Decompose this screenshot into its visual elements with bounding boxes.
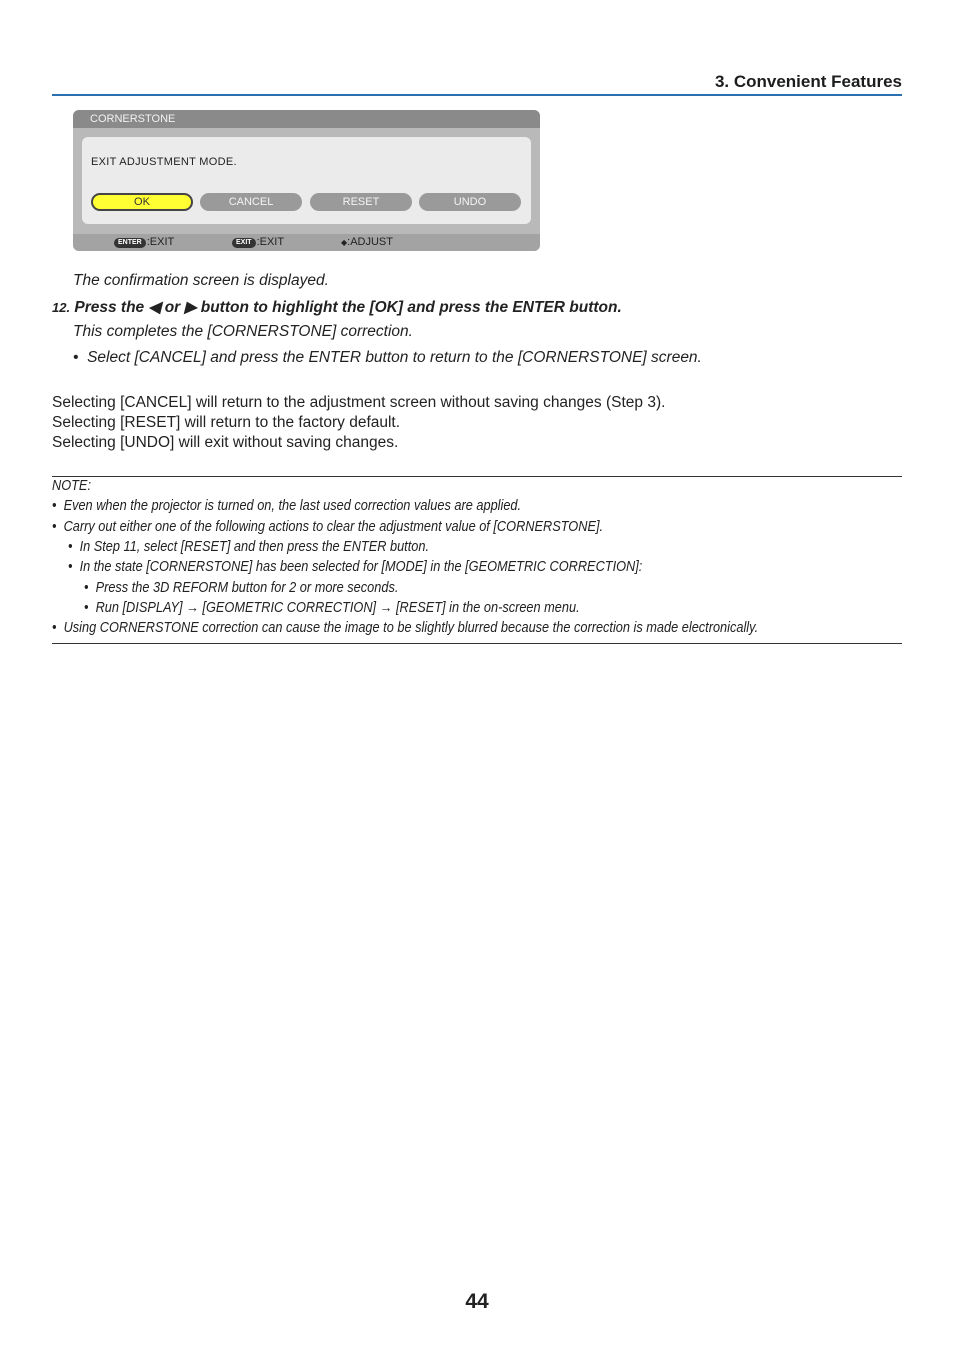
completes-text: This completes the [CORNERSTONE] correction. [73, 323, 413, 340]
step-instruction: Press the ◀ or ▶ button to highlight the [OK] and press the ENTER button. [74, 299, 622, 316]
section-header [52, 70, 902, 96]
footer-label: :ADJUST [347, 236, 393, 248]
osd-footer [73, 234, 540, 251]
note-item: • Even when the projector is turned on, the last used correction values are applied. [52, 498, 522, 514]
paragraph-reset: Selecting [RESET] will return to the factory default. [52, 414, 401, 431]
footer-label: :EXIT [256, 236, 285, 248]
note-subitem: • In Step 11, select [RESET] and then press the ENTER button. [68, 539, 430, 555]
step-number: 12. [52, 300, 71, 315]
osd-message-panel [82, 137, 531, 224]
left-right-arrows-icon: ◆ [341, 238, 348, 247]
note-subsubitem: • Press the 3D REFORM button for 2 or more seconds. [84, 580, 399, 596]
note-subitem: • In the state [CORNERSTONE] has been selected for [MODE] in the [GEOMETRIC CORRECTION]: [68, 559, 643, 575]
note-item: • Carry out either one of the following actions to clear the adjustment value of [CORNERSTONE]. [52, 519, 604, 535]
osd-message: EXIT ADJUSTMENT MODE. [91, 156, 237, 168]
confirm-text: The confirmation screen is displayed. [73, 272, 329, 289]
enter-key-icon: ENTER [114, 238, 146, 248]
undo-button[interactable]: UNDO [419, 193, 521, 211]
footer-label: :EXIT [146, 236, 175, 248]
cancel-button[interactable]: CANCEL [200, 193, 302, 211]
cancel-bullet [73, 349, 702, 367]
note-item: • Using CORNERSTONE correction can cause the image to be slightly blurred because the correction is made electronically. [52, 620, 759, 636]
note-top-rule [52, 476, 902, 477]
osd-title: CORNERSTONE [73, 110, 540, 128]
ok-button[interactable]: OK [91, 193, 193, 211]
footer-adjust [341, 234, 393, 251]
bullet-text: Select [CANCEL] and press the ENTER button to return to the [CORNERSTONE] screen. [87, 349, 702, 366]
section-title: 3. Convenient Features [714, 72, 902, 91]
note-bottom-rule [52, 643, 902, 644]
page-number: 44 [465, 1290, 489, 1313]
paragraph-undo: Selecting [UNDO] will exit without saving changes. [52, 434, 399, 451]
cornerstone-osd-dialog [73, 110, 540, 251]
footer-exit-exit [232, 234, 284, 251]
reset-button[interactable]: RESET [310, 193, 412, 211]
note-subsubitem: • Run [DISPLAY] → [GEOMETRIC CORRECTION] → [RESET] in the on-screen menu. [84, 600, 580, 616]
exit-key-icon: EXIT [232, 238, 256, 248]
paragraph-cancel: Selecting [CANCEL] will return to the adjustment screen without saving changes (Step 3). [52, 394, 666, 411]
note-label: NOTE: [52, 478, 91, 494]
step-12 [52, 298, 622, 317]
bullet-icon: • [73, 349, 79, 366]
footer-enter-exit [114, 234, 174, 251]
